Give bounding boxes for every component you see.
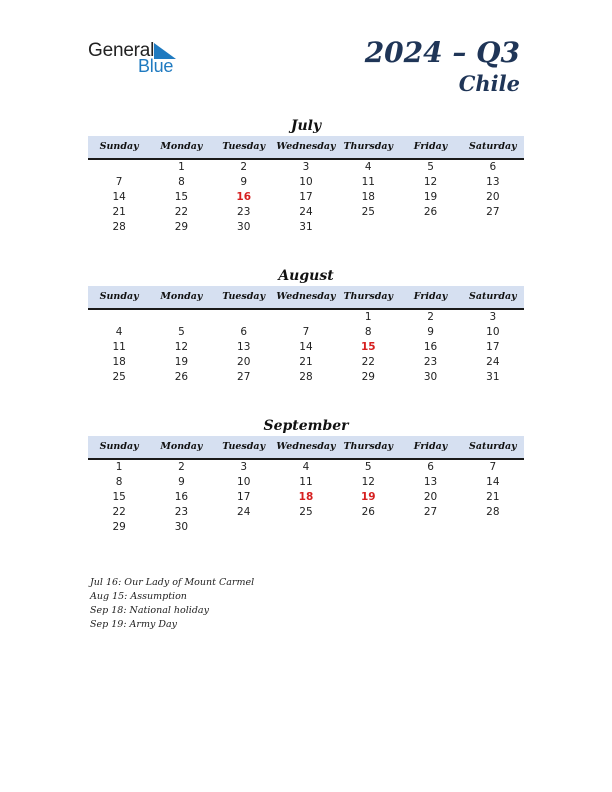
- day-cell: 2: [240, 161, 248, 173]
- day-cell: 4: [302, 461, 310, 473]
- month-august: [88, 266, 524, 385]
- day-cell: 26: [361, 506, 375, 518]
- empty-day-cell: [337, 520, 399, 535]
- empty-day-cell: [462, 520, 524, 535]
- day-cell: 17: [237, 491, 251, 503]
- week-row: [88, 475, 524, 490]
- day-cell: 25: [361, 206, 375, 218]
- day-cell: 26: [423, 206, 438, 218]
- day-cell: 22: [174, 206, 189, 218]
- day-cell: 6: [240, 326, 248, 338]
- day-cell: 23: [423, 356, 438, 368]
- day-cell: 13: [237, 341, 251, 353]
- week-row: [88, 490, 524, 505]
- weekday-label: Friday: [413, 441, 448, 452]
- weekday-label: Wednesday: [276, 141, 336, 152]
- empty-day-cell: [337, 220, 399, 235]
- month-name: September: [263, 418, 349, 434]
- day-cell: 9: [178, 476, 185, 488]
- weekday-label: Wednesday: [276, 291, 336, 302]
- weekday-label: Sunday: [99, 441, 139, 452]
- holiday-day-cell: 16: [236, 191, 252, 203]
- day-cell: 16: [423, 341, 438, 353]
- day-cell: 10: [486, 326, 500, 338]
- day-cell: 29: [174, 221, 189, 233]
- day-cell: 17: [299, 191, 313, 203]
- day-cell: 20: [486, 191, 500, 203]
- day-cell: 13: [486, 176, 500, 188]
- day-cell: 15: [174, 191, 189, 203]
- weekday-label: Tuesday: [222, 441, 266, 452]
- day-cell: 3: [240, 461, 248, 473]
- weekday-label: Sunday: [99, 291, 139, 302]
- holiday-notes: [90, 576, 254, 632]
- day-cell: 7: [115, 176, 123, 188]
- day-cell: 2: [427, 311, 434, 323]
- day-cell: 18: [361, 191, 375, 203]
- weekday-label: Saturday: [469, 141, 517, 152]
- holiday-day-cell: 18: [298, 491, 314, 503]
- day-cell: 16: [174, 491, 189, 503]
- day-cell: 25: [299, 506, 313, 518]
- day-cell: 5: [427, 161, 434, 173]
- empty-day-cell: [275, 520, 337, 535]
- day-cell: 9: [427, 326, 434, 338]
- day-cell: 12: [361, 476, 375, 488]
- day-cell: 3: [489, 311, 497, 323]
- weekday-label: Saturday: [469, 291, 517, 302]
- day-cell: 5: [364, 461, 372, 473]
- day-cell: 22: [112, 506, 126, 518]
- weekday-label: Saturday: [469, 441, 517, 452]
- empty-day-cell: [399, 220, 461, 235]
- logo: [88, 40, 188, 76]
- logo-text-blue: Blue: [138, 56, 174, 76]
- weekday-label: Sunday: [99, 141, 139, 152]
- empty-day-cell: [150, 310, 212, 325]
- day-cell: 18: [112, 356, 126, 368]
- holiday-note: Sep 18: National holiday: [90, 605, 209, 616]
- day-cell: 10: [237, 476, 251, 488]
- day-cell: 24: [486, 356, 500, 368]
- weekday-label: Friday: [413, 291, 448, 302]
- weekday-label: Wednesday: [276, 441, 336, 452]
- month-september: [88, 416, 524, 535]
- day-cell: 4: [115, 326, 123, 338]
- week-row: [88, 310, 524, 325]
- week-row: [88, 460, 524, 475]
- day-cell: 27: [237, 371, 251, 383]
- week-row: [88, 355, 524, 370]
- day-cell: 14: [299, 341, 313, 353]
- logo-text-general: General: [88, 40, 155, 61]
- weekday-label: Thursday: [343, 441, 394, 452]
- week-row: [88, 205, 524, 220]
- empty-day-cell: [399, 520, 461, 535]
- day-cell: 20: [423, 491, 438, 503]
- day-cell: 23: [237, 206, 251, 218]
- day-cell: 20: [237, 356, 251, 368]
- day-cell: 12: [423, 176, 438, 188]
- week-row: [88, 520, 524, 535]
- day-cell: 6: [489, 161, 497, 173]
- empty-day-cell: [462, 220, 524, 235]
- day-cell: 5: [178, 326, 185, 338]
- holiday-note: Aug 15: Assumption: [90, 591, 187, 602]
- day-cell: 21: [486, 491, 500, 503]
- weekday-label: Monday: [160, 141, 203, 152]
- day-cell: 22: [361, 356, 375, 368]
- day-cell: 1: [178, 161, 185, 173]
- empty-day-cell: [213, 310, 275, 325]
- day-cell: 29: [361, 371, 375, 383]
- weekday-label: Thursday: [343, 141, 394, 152]
- day-cell: 7: [489, 461, 497, 473]
- day-cell: 21: [299, 356, 313, 368]
- day-cell: 2: [178, 461, 185, 473]
- empty-day-cell: [213, 520, 275, 535]
- day-cell: 21: [112, 206, 126, 218]
- day-cell: 28: [112, 221, 126, 233]
- day-cell: 30: [174, 521, 189, 533]
- weekday-header: [88, 286, 524, 310]
- holiday-day-cell: 19: [360, 491, 376, 503]
- calendar-title: [365, 36, 520, 98]
- day-cell: 26: [174, 371, 189, 383]
- month-name: August: [278, 268, 334, 284]
- week-row: [88, 340, 524, 355]
- month-name: July: [290, 118, 322, 134]
- weekday-label: Tuesday: [222, 291, 266, 302]
- day-cell: 1: [364, 311, 372, 323]
- weekday-header: [88, 136, 524, 160]
- day-cell: 27: [423, 506, 438, 518]
- day-cell: 30: [423, 371, 438, 383]
- day-cell: 11: [112, 341, 126, 353]
- country-title: Chile: [458, 71, 520, 96]
- day-cell: 19: [174, 356, 189, 368]
- weekday-label: Monday: [160, 441, 203, 452]
- day-cell: 24: [299, 206, 313, 218]
- day-cell: 29: [112, 521, 126, 533]
- holiday-note: Jul 16: Our Lady of Mount Carmel: [90, 577, 255, 588]
- weekday-header: [88, 436, 524, 460]
- day-cell: 10: [299, 176, 313, 188]
- empty-day-cell: [88, 310, 150, 325]
- day-cell: 3: [302, 161, 310, 173]
- quarter-title: 2024 – Q3: [364, 36, 520, 69]
- empty-day-cell: [88, 160, 150, 175]
- day-cell: 8: [178, 176, 185, 188]
- week-row: [88, 505, 524, 520]
- week-row: [88, 325, 524, 340]
- week-row: [88, 160, 524, 175]
- empty-day-cell: [275, 310, 337, 325]
- day-cell: 1: [115, 461, 123, 473]
- weekday-label: Tuesday: [222, 141, 266, 152]
- day-cell: 31: [486, 371, 500, 383]
- day-cell: 12: [174, 341, 189, 353]
- day-cell: 25: [112, 371, 126, 383]
- holiday-day-cell: 15: [360, 341, 376, 353]
- day-cell: 24: [237, 506, 251, 518]
- day-cell: 28: [486, 506, 500, 518]
- day-cell: 13: [423, 476, 438, 488]
- weekday-label: Friday: [413, 141, 448, 152]
- day-cell: 23: [174, 506, 189, 518]
- day-cell: 15: [112, 491, 126, 503]
- day-cell: 17: [486, 341, 500, 353]
- day-cell: 31: [299, 221, 313, 233]
- day-cell: 11: [361, 176, 375, 188]
- day-cell: 28: [299, 371, 313, 383]
- day-cell: 19: [423, 191, 438, 203]
- day-cell: 14: [486, 476, 500, 488]
- day-cell: 6: [427, 461, 434, 473]
- day-cell: 9: [240, 176, 248, 188]
- day-cell: 8: [115, 476, 123, 488]
- week-row: [88, 175, 524, 190]
- week-row: [88, 370, 524, 385]
- week-row: [88, 220, 524, 235]
- day-cell: 4: [364, 161, 372, 173]
- weekday-label: Monday: [160, 291, 203, 302]
- day-cell: 11: [299, 476, 313, 488]
- holiday-note: Sep 19: Army Day: [90, 619, 177, 630]
- weekday-label: Thursday: [343, 291, 394, 302]
- day-cell: 27: [486, 206, 500, 218]
- day-cell: 7: [302, 326, 310, 338]
- day-cell: 8: [364, 326, 372, 338]
- week-row: [88, 190, 524, 205]
- day-cell: 30: [237, 221, 251, 233]
- month-july: [88, 116, 524, 235]
- day-cell: 14: [112, 191, 126, 203]
